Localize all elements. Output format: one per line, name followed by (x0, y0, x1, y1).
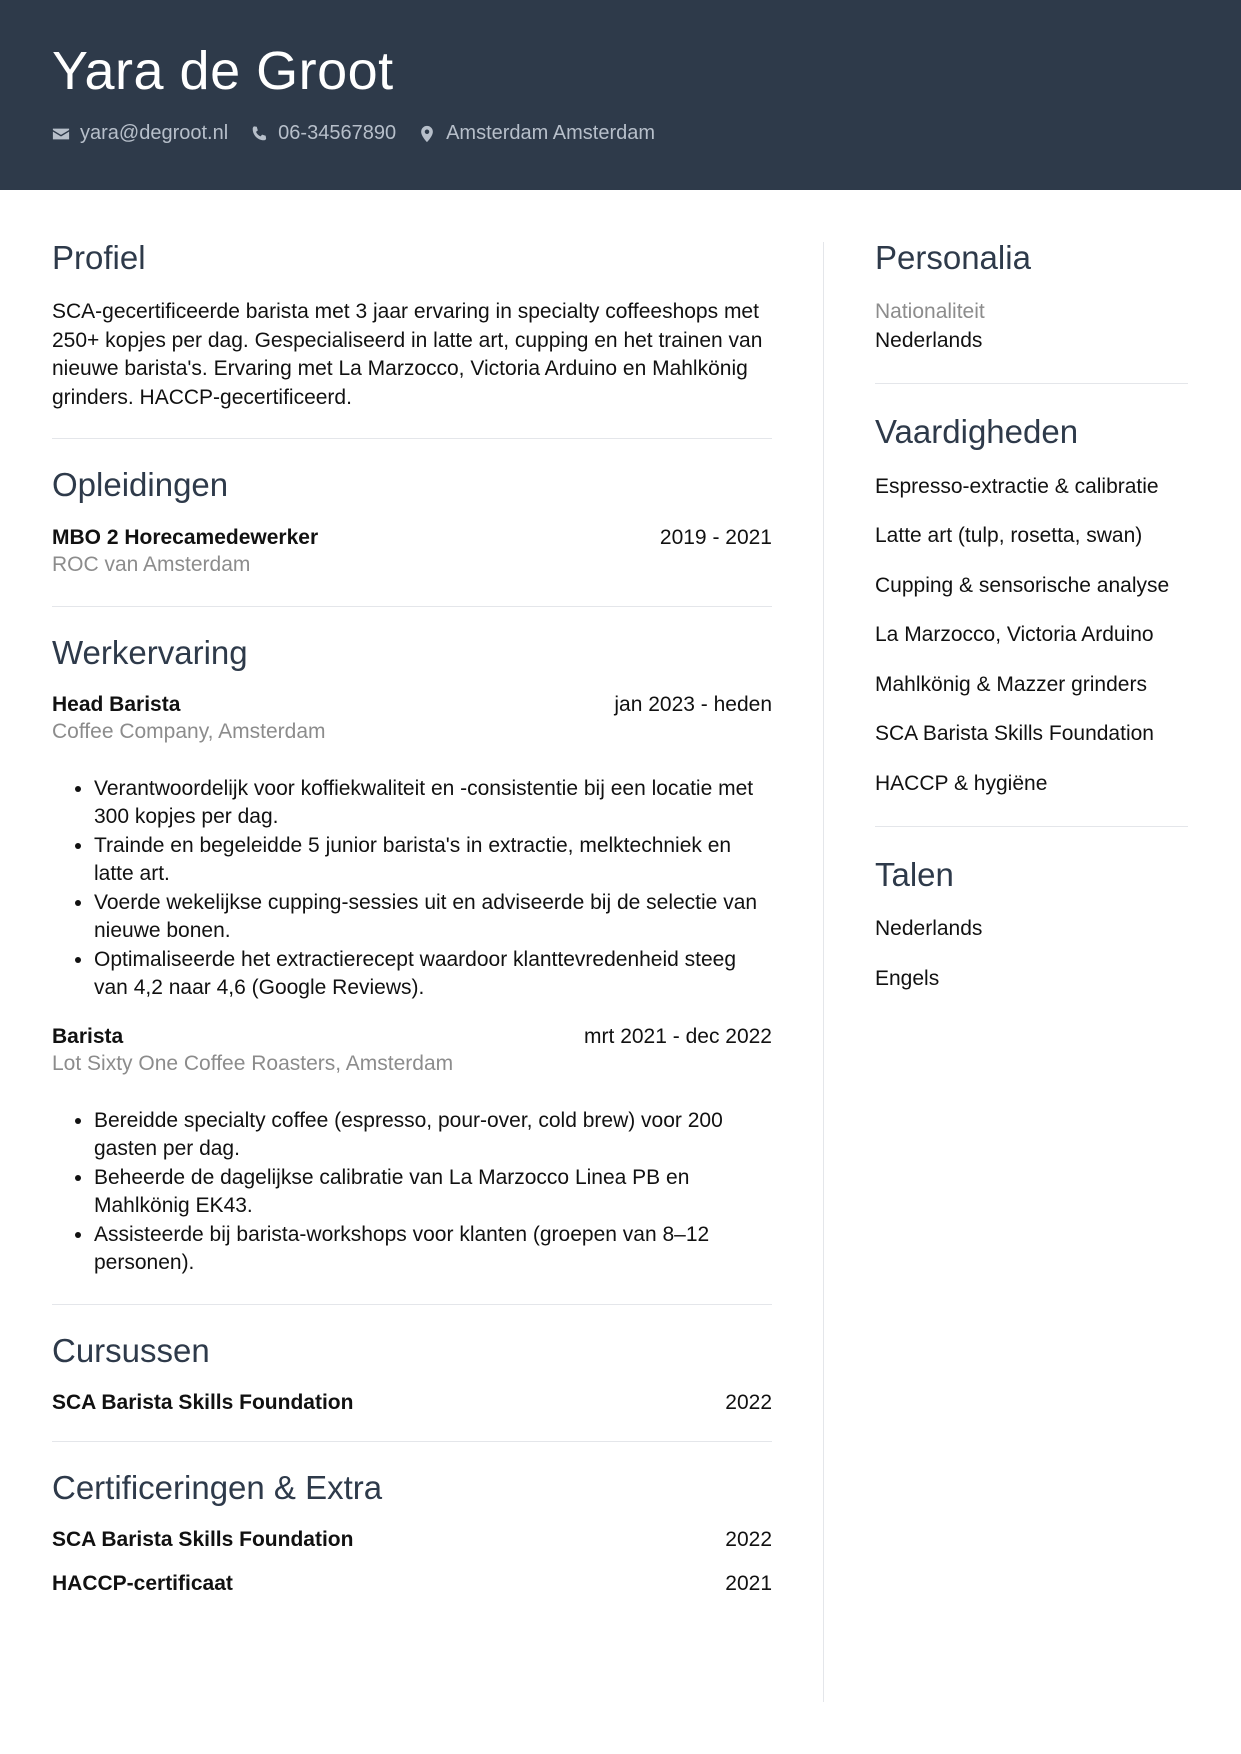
contact-bar (52, 122, 655, 145)
main-column (52, 240, 772, 1596)
section-divider (52, 606, 772, 607)
job-bullet: • Verantwoordelijk voor koffiekwaliteit en -consistentie bij een locatie met 300 kopjes per dag. (94, 775, 772, 832)
skill-item: Cupping & sensorische analyse (875, 573, 1170, 597)
skill-item: Mahlkönig & Mazzer grinders (875, 672, 1147, 696)
experience-section (52, 635, 772, 1278)
envelope-icon (52, 125, 70, 143)
column-divider (823, 242, 824, 1702)
education-school: ROC van Amsterdam (52, 552, 251, 576)
education-section (52, 467, 772, 579)
phone-text: 06-34567890 (278, 122, 397, 144)
personal-section (875, 240, 1188, 355)
section-divider (875, 826, 1188, 827)
job-bullets (52, 775, 772, 1003)
section-title-personal: Personalia (875, 239, 1031, 276)
resume-header (0, 0, 1241, 190)
contact-phone[interactable] (250, 122, 396, 145)
skill-item: Latte art (tulp, rosetta, swan) (875, 524, 1143, 548)
certification-date: 2022 (725, 1528, 772, 1552)
job-employer: Coffee Company, Amsterdam (52, 719, 326, 743)
job-bullet: • Optimaliseerde het extractierecept waardoor klanttevredenheid steeg van 4,2 naar 4,6 (Google Reviews). (94, 946, 772, 1003)
job-employer: Lot Sixty One Coffee Roasters, Amsterdam (52, 1051, 454, 1075)
courses-section (52, 1333, 772, 1415)
certification-entry (52, 1528, 772, 1552)
phone-icon (250, 125, 268, 143)
section-divider (52, 1304, 772, 1305)
certification-title: SCA Barista Skills Foundation (52, 1528, 354, 1552)
education-entry (52, 526, 772, 550)
job-bullet: • Bereidde specialty coffee (espresso, pour-over, cold brew) voor 200 gasten per dag. (94, 1107, 772, 1164)
sidebar-column (875, 240, 1188, 1014)
job-date: jan 2023 - heden (614, 692, 772, 716)
languages-section (875, 857, 1188, 993)
certifications-section (52, 1470, 772, 1596)
course-title: SCA Barista Skills Foundation (52, 1391, 354, 1415)
nationality-value: Nederlands (875, 328, 983, 352)
job-bullet: • Voerde wekelijkse cupping-sessies uit en adviseerde bij de selectie van nieuwe bonen. (94, 889, 772, 946)
section-divider (52, 438, 772, 439)
job-title: Head Barista (52, 692, 181, 716)
job-bullet: • Trainde en begeleidde 5 junior barista's in extractie, melktechniek en latte art. (94, 832, 772, 889)
job-entry (52, 1025, 772, 1278)
contact-email[interactable] (52, 122, 228, 145)
language-item: Nederlands (875, 917, 983, 941)
skill-item: Espresso-extractie & calibratie (875, 474, 1159, 498)
section-title-education: Opleidingen (52, 466, 229, 504)
education-date: 2019 - 2021 (659, 525, 772, 549)
certification-date: 2021 (725, 1572, 772, 1596)
job-header (52, 693, 772, 717)
job-bullet: • Assisteerde bij barista-workshops voor klanten (groepen van 8–12 personen). (94, 1221, 772, 1278)
contact-location (418, 122, 655, 145)
job-date: mrt 2021 - dec 2022 (584, 1024, 772, 1048)
map-pin-icon (418, 125, 436, 143)
course-entry (52, 1391, 772, 1415)
skills-section (875, 414, 1188, 798)
profile-text: SCA-gecertificeerde barista met 3 jaar ervaring in specialty coffeeshops met 250+ kopjes per dag. Gespecialiseerd in latte art, cupping en het trainen van nieuwe barista's. Ervaring met La Marzocco, Victoria Arduino en Mahlkönig grinders. HACCP-gecertificeerd. (52, 300, 763, 409)
location-text: Amsterdam Amsterdam (446, 122, 656, 144)
skill-item: HACCP & hygiëne (875, 771, 1048, 795)
certification-title: HACCP-certificaat (52, 1572, 233, 1596)
section-title-skills: Vaardigheden (875, 413, 1079, 451)
job-bullet: • Beheerde de dagelijkse calibratie van La Marzocco Linea PB en Mahlkönig EK43. (94, 1164, 772, 1221)
nationality-label: Nationaliteit (875, 300, 985, 324)
skill-item: La Marzocco, Victoria Arduino (875, 623, 1154, 647)
section-title-languages: Talen (875, 856, 954, 894)
course-date: 2022 (725, 1391, 772, 1415)
section-title-profile: Profiel (52, 239, 146, 276)
section-divider (875, 383, 1188, 384)
education-title: MBO 2 Horecamedewerker (52, 525, 319, 549)
job-header (52, 1025, 772, 1049)
candidate-name: Yara de Groot (52, 41, 394, 101)
language-item: Engels (875, 966, 940, 990)
job-title: Barista (52, 1024, 124, 1048)
section-title-certifications: Certificeringen & Extra (52, 1469, 383, 1507)
section-title-courses: Cursussen (52, 1331, 210, 1369)
skill-item: SCA Barista Skills Foundation (875, 722, 1154, 746)
section-divider (52, 1441, 772, 1442)
section-title-experience: Werkervaring (52, 633, 248, 671)
email-text: yara@degroot.nl (80, 122, 229, 144)
certification-entry (52, 1572, 772, 1596)
job-bullets (52, 1107, 772, 1278)
job-entry (52, 693, 772, 1003)
profile-section (52, 240, 772, 412)
